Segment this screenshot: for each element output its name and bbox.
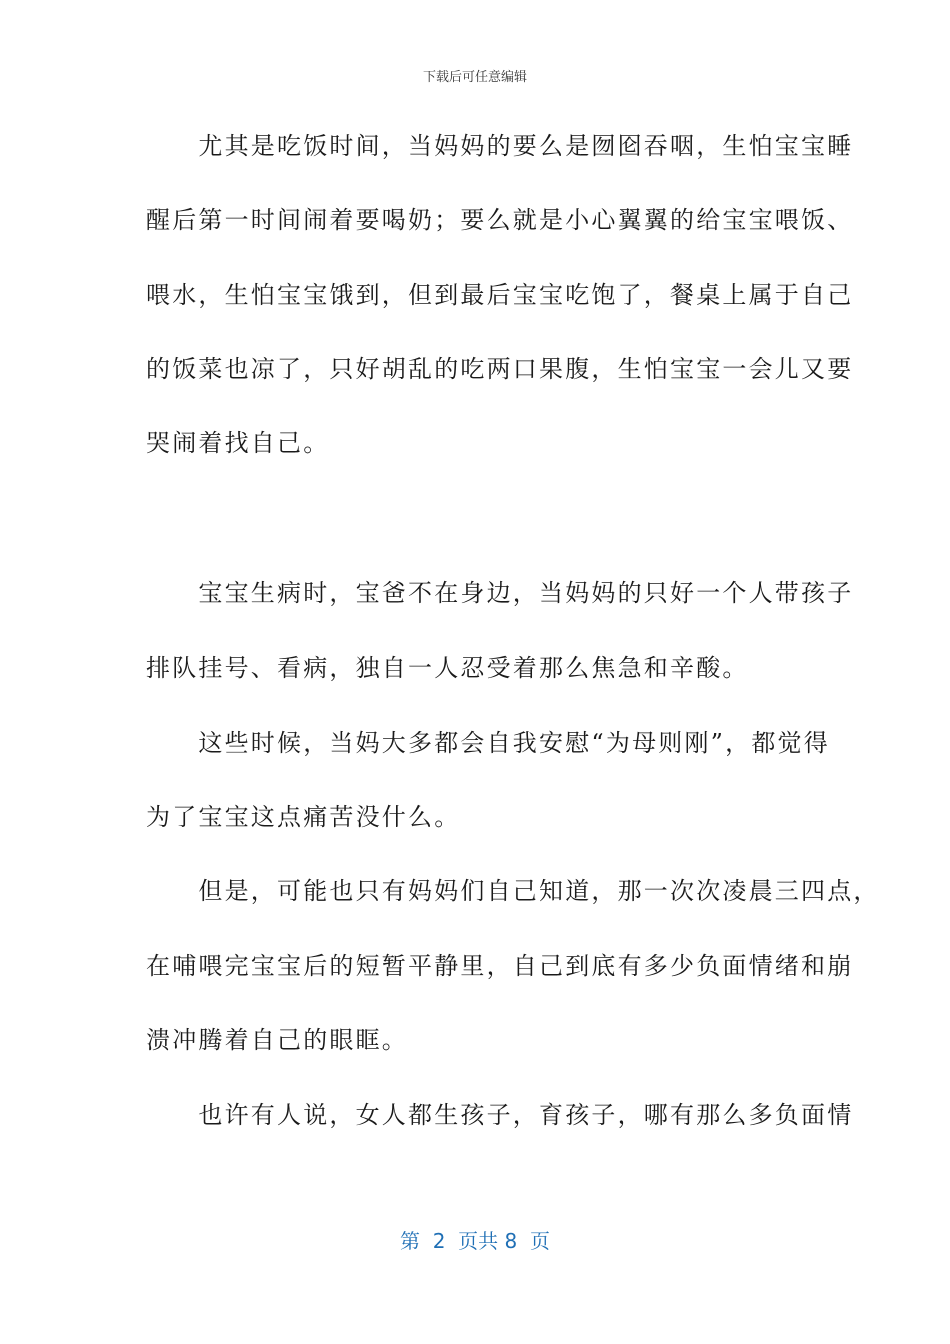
body-text-line: 为了宝宝这点痛苦没什么。 [146, 803, 461, 831]
body-text-line: 哭闹着找自己。 [146, 429, 330, 457]
body-text-line: 这些时候，当妈大多都会自我安慰“为母则刚”，都觉得 [146, 729, 830, 757]
body-text-line: 的饭菜也凉了，只好胡乱的吃两口果腹，生怕宝宝一会儿又要 [146, 355, 854, 383]
body-text-line: 喂水，生怕宝宝饿到，但到最后宝宝吃饱了，餐桌上属于自己 [146, 281, 854, 309]
body-text-line: 在哺喂完宝宝后的短暂平静里，自己到底有多少负面情绪和崩 [146, 952, 854, 980]
body-text-line: 排队挂号、看病，独自一人忍受着那么焦急和辛酸。 [146, 654, 749, 682]
body-text-line: 尤其是吃饭时间，当妈妈的要么是囫囵吞咽，生怕宝宝睡 [146, 132, 854, 160]
body-text-line: 也许有人说，女人都生孩子，育孩子，哪有那么多负面情 [146, 1101, 854, 1129]
body-text-line: 但是，可能也只有妈妈们自己知道，那一次次凌晨三四点， [146, 877, 880, 905]
page-number-footer: 第 2 页共 8 页 [400, 1229, 550, 1253]
body-text-line: 醒后第一时间闹着要喝奶；要么就是小心翼翼的给宝宝喂饭、 [146, 206, 854, 234]
page-header: 下载后可任意编辑 [422, 70, 527, 85]
body-text-line: 溃冲腾着自己的眼眶。 [146, 1026, 408, 1054]
body-text-line: 宝宝生病时，宝爸不在身边，当妈妈的只好一个人带孩子 [146, 579, 854, 607]
